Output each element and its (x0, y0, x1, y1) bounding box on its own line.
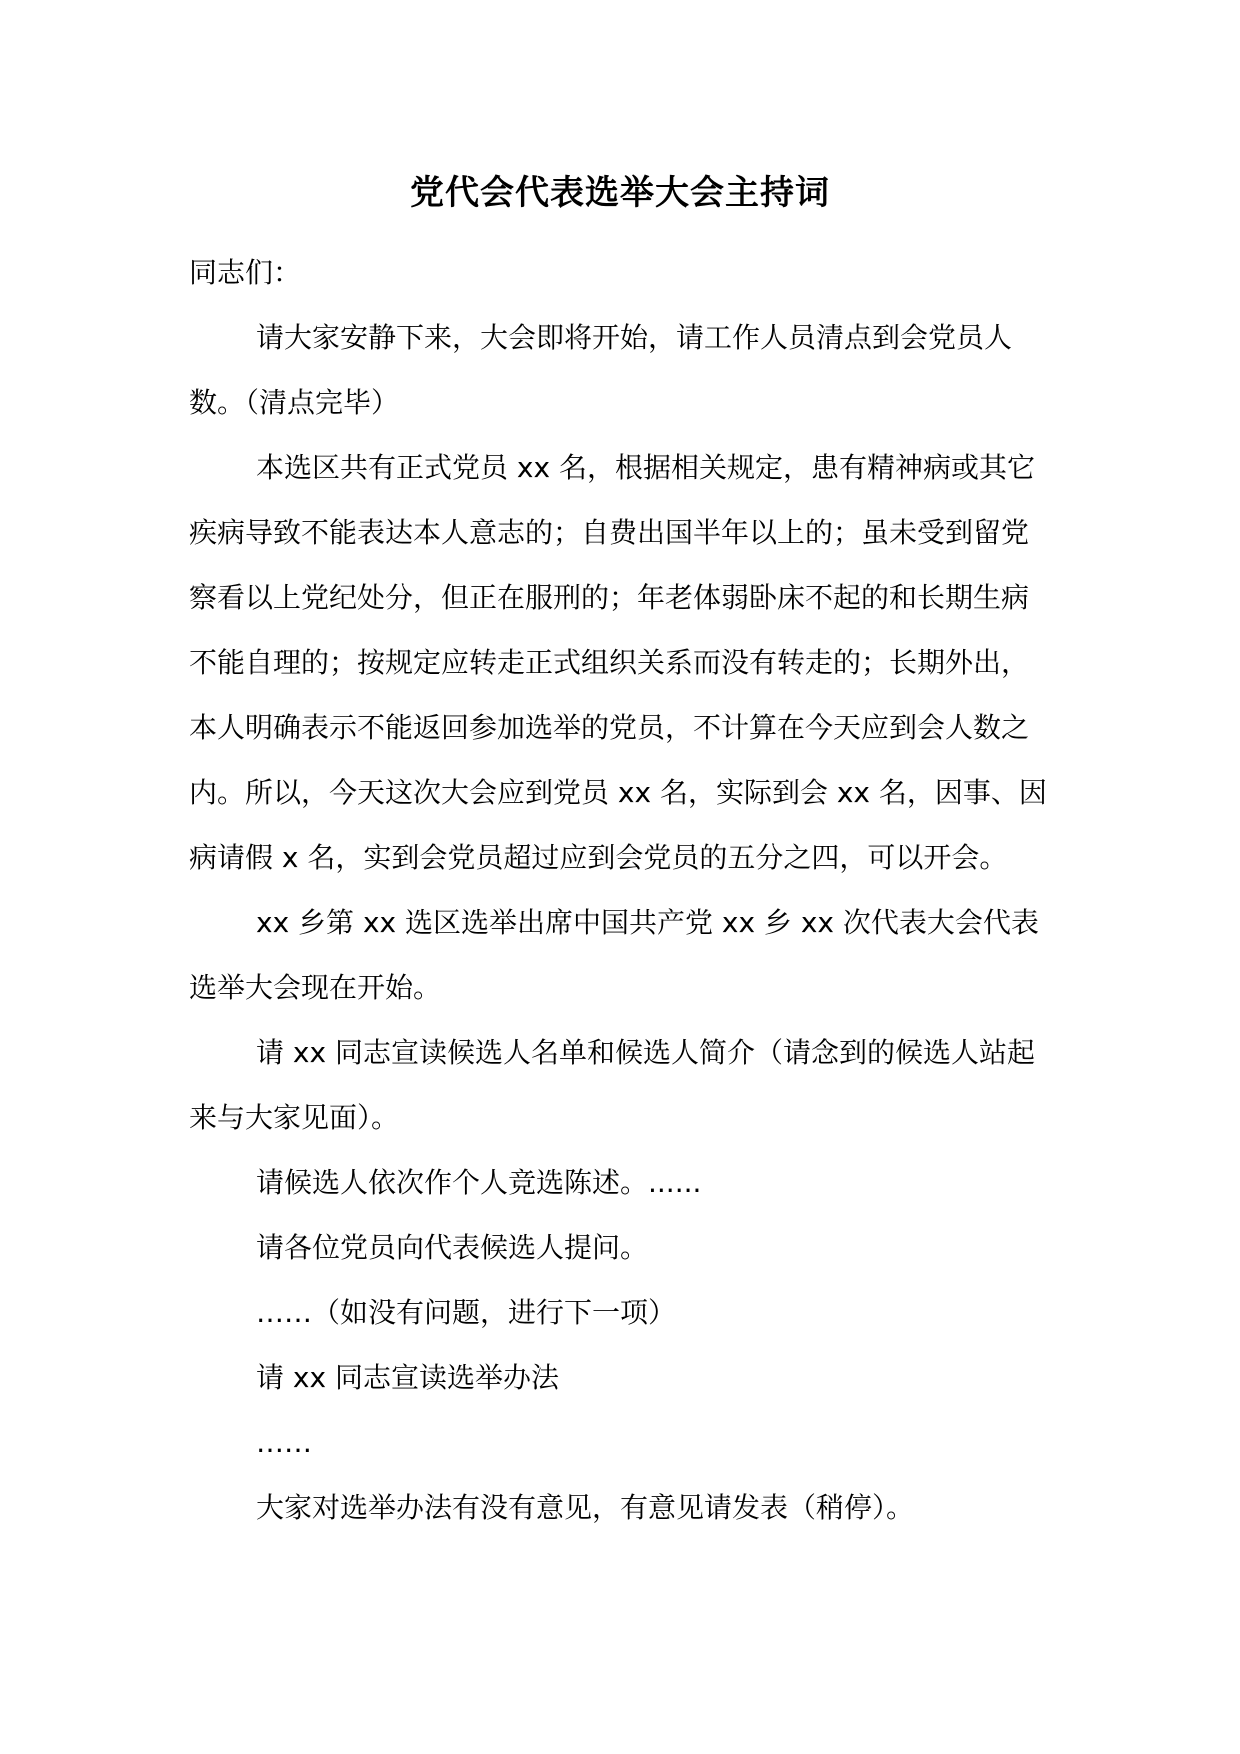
document-title: 党代会代表选举大会主持词 (410, 173, 830, 213)
paragraph-3: xx 乡第 xx 选区选举出席中国共产党 xx 乡 xx 次代表大会代表选举大会现在开始。 (189, 906, 1039, 1004)
document-body (189, 240, 1049, 1540)
paragraph-2: 本选区共有正式党员 xx 名，根据相关规定，患有精神病或其它疾病导致不能表达本人意志的；自费出国半年以上的；虽未受到留党察看以上党纪处分，但正在服刑的；年老体弱卧床不起的和长期生病不能自理的；按规定应转走正式组织关系而没有转走的；长期外出，本人明确表示不能返回参加选举的党员，不计算在今天应到会人数之内。所以，今天这次大会应到党员 xx 名，实际到会 xx 名，因事、因病请假 x 名，实到会党员超过应到会党员的五分之四，可以开会。 (189, 451, 1047, 874)
salutation: 同志们： (189, 256, 302, 289)
paragraph-4: 请 xx 同志宣读候选人名单和候选人简介（请念到的候选人站起来与大家见面）。 (189, 1036, 1035, 1134)
paragraph-7: ……（如没有问题，进行下一项） (256, 1296, 677, 1329)
paragraph-1: 请大家安静下来，大会即将开始，请工作人员清点到会党员人数。（清点完毕） (189, 321, 1013, 419)
paragraph-10: 大家对选举办法有没有意见，有意见请发表（稍停）。 (256, 1491, 915, 1524)
paragraph-8: 请 xx 同志宣读选举办法 (256, 1361, 559, 1394)
paragraph-9: …… (256, 1426, 312, 1459)
paragraph-5: 请候选人依次作个人竞选陈述。...... (256, 1166, 702, 1199)
paragraph-6: 请各位党员向代表候选人提问。 (256, 1231, 649, 1264)
